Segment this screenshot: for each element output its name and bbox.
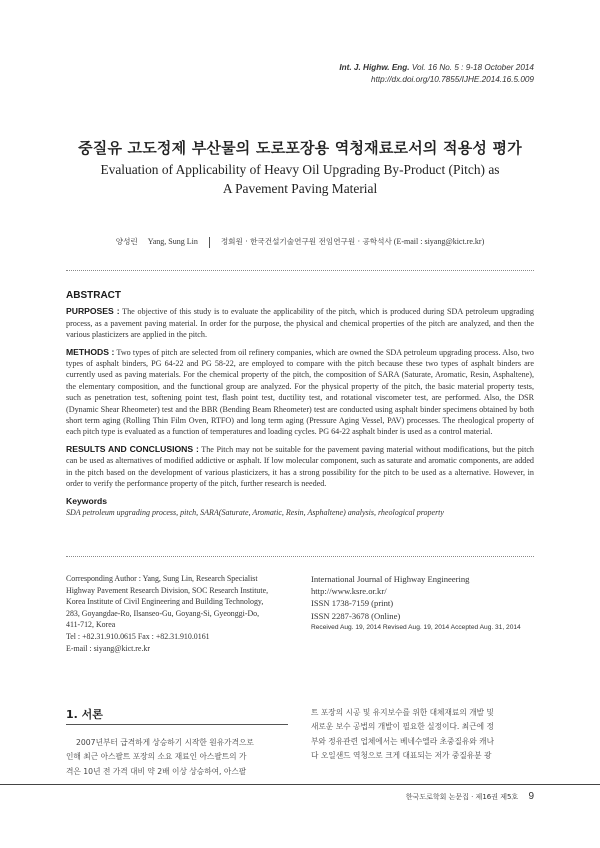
title-korean: 중질유 고도정제 부산물의 도로포장용 역청재료로서의 적용성 평가 [78,139,522,157]
volume-info: Vol. 16 No. 5 : 9-18 October 2014 [411,63,534,72]
body-line: 다 오일샌드 역청으로 크게 대표되는 저가 중질유분 광 [311,751,492,761]
purposes-text: The objective of this study is to evaluate the applicability of the pitch, which is produced during SDA petroleum upgrading process, as a pavement paving material. In order for the purpose, the physical and chemical properties of the pitch are analyzed, and then the various plasticizers are applied in the pitch. [66,307,534,340]
results-text: The Pitch may not be suitable for the pavement paving material without modifications, but the pitch can be used as alternatives of modified addictive or asphalt. If low molecular component, such as saturate and aromatic components, are added in the pitch based on the development of various plasticizers, it has a strong possibility for the pitch to be used as a alternative. However, in order to verify the performance property of the pitch, further research is needed. [66,444,534,489]
corr-line: Korea Institute of Civil Engineering and Building Technology, [66,597,264,607]
page-footer [0,784,600,812]
methods-text: Two types of pitch are selected from oil refinery companies, which are owned the SDA petroleum upgrading process. Also, two types of asphalt binders, PG 64-22 and PG 58-22, are employed to compare with the pitch because these two types of asphalt binders are currently used as paving materials. For the chemical property of the pitch, the composition of SARA (Saturate, Aromatic, Resin, Asphaltene), the elementary composition, and the functional group are analyzed. For the physical property of the pitch, the basic material property tests, such as penetration test, softening point test, flash point test, ductility test, and rotational viscometer test, are performed. Also, the DSR (Dynamic Shear Rheometer) test and the BBR (Bending Beam Rheometer) test are conducted using asphalt binder specimens obtained by both short term aging (Rolling Thin Film Oven, RTFO) and long term aging (Pressure Aging Vessel, PAV) processes. The rheological property of each pitch type is evaluated as a function of temperatures and loading cycles. PG 64-22 asphalt binder is used as a control material. [66,347,534,437]
corr-line: Highway Pavement Research Division, SOC Research Institute, [66,585,269,595]
journal-url[interactable]: http://www.ksre.or.kr/ [311,586,387,597]
abstract-results [66,444,534,490]
title-english-line1: Evaluation of Applicability of Heavy Oil Upgrading By-Product (Pitch) as [100,162,500,177]
keywords-text: SDA petroleum upgrading process, pitch, SARA(Saturate, Aromatic, Resin, Asphaltene) analysis, rheological property [66,507,444,517]
keywords-heading: Keywords [66,495,108,506]
page-number: 9 [528,791,534,802]
journal-header [339,62,534,86]
corr-line: Corresponding Author : Yang, Sung Lin, Research Specialist [66,574,258,583]
issn-online: ISSN 2287-3678 (Online) [311,610,401,621]
author-separator [209,237,210,248]
body-line: 2007년부터 급격하게 상승하기 시작한 원유가격으로 [76,738,254,747]
divider-bottom [66,556,534,557]
abstract-block [66,290,534,518]
section-underline [66,724,288,725]
corr-line: 411-712, Korea [66,620,116,630]
body-right-column [311,706,534,764]
body-line: 새로운 보수 공법의 개발이 필요한 실정이다. 최근에 정 [311,722,494,732]
footer-journal: 한국도로학회 논문집 · 제16권 제5호 [405,793,519,801]
author-affiliation: 정회원 · 한국건설기술연구원 전임연구원 · 공학석사 [220,237,392,246]
methods-label: METHODS : [66,346,115,357]
corr-line: E-mail : siyang@kict.re.kr [66,643,150,653]
author-email: (E-mail : siyang@kict.re.kr) [393,237,485,246]
journal-name: International Journal of Highway Engineering [311,574,470,584]
doi-link[interactable]: http://dx.doi.org/10.7855/IJHE.2014.16.5.009 [371,75,534,84]
title-english [60,160,540,198]
footer-text [406,791,534,802]
corresponding-author-block [66,573,286,654]
divider-top [66,270,534,271]
issn-print: ISSN 1738-7159 (print) [311,598,394,609]
body-line: 인해 최근 아스팔트 포장의 소요 재료인 아스팔트의 가 [66,752,247,762]
author-name-korean: 양성린 [115,237,138,246]
purposes-label: PURPOSES : [66,306,120,317]
body-line: 부와 정유관련 업체에서는 베네수엘라 초중질유와 캐나 [311,736,495,746]
journal-info-block [311,573,541,634]
title-english-line2: A Pavement Paving Material [222,181,378,196]
abstract-purposes [66,306,534,340]
results-label: RESULTS AND CONCLUSIONS : [66,443,199,454]
body-line: 격은 10년 전 가격 대비 약 2배 이상 상승하여, 아스팔 [66,766,247,776]
abstract-methods [66,347,534,438]
author-name-english: Yang, Sung Lin [147,237,198,246]
footer-rule [0,784,600,785]
body-line: 트 포장의 시공 및 유지보수를 위한 대체재료의 개발 및 [311,708,494,717]
author-line [0,236,600,248]
journal-short-title: Int. J. Highw. Eng. [339,63,410,72]
body-left-column [66,736,288,779]
received-dates: Received Aug. 19, 2014 Revised Aug. 19, 2014 Accepted Aug. 31, 2014 [311,623,521,631]
abstract-heading: ABSTRACT [66,290,121,301]
corr-line: Tel : +82.31.910.0615 Fax : +82.31.910.0161 [66,631,210,641]
section-heading: 1. 서론 [66,708,103,721]
corr-line: 283, Goyangdae-Ro, Ilsanseo-Gu, Goyang-Si, Gyeonggi-Do, [66,608,260,618]
